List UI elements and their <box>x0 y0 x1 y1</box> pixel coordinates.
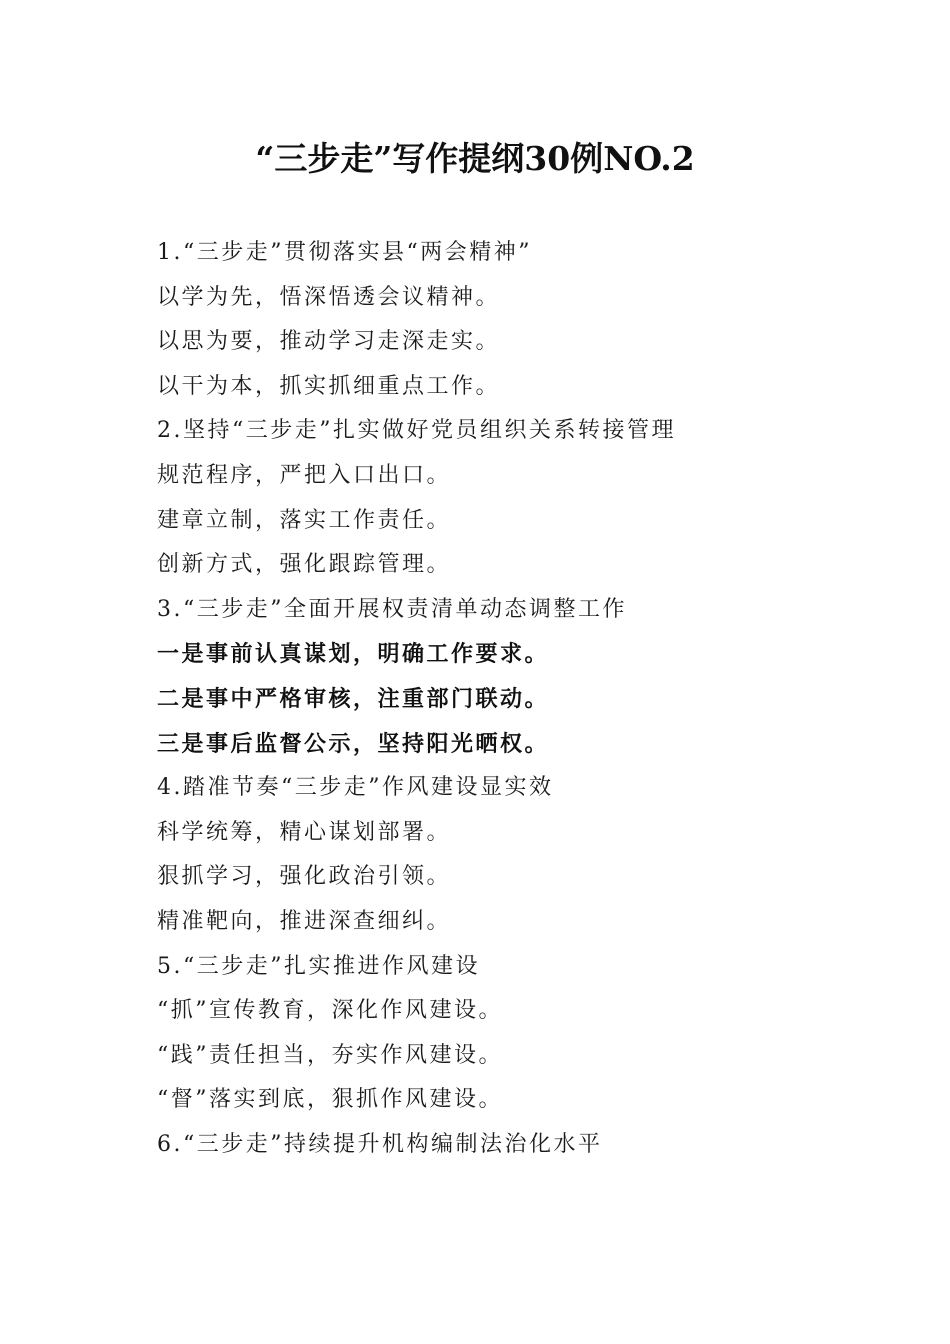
line-item-3-heading: 3.“三步走”全面开展权责清单动态调整工作 <box>157 596 627 622</box>
line-item-2-heading: 2.坚持“三步走”扎实做好党员组织关系转接管理 <box>157 418 676 444</box>
line-item-2-point-1: 规范程序，严把入口出口。 <box>157 462 452 488</box>
line-item-1-point-2: 以思为要，推动学习走深走实。 <box>157 329 501 355</box>
document-title: “三步走”写作提纲30例NO.2 <box>255 139 695 178</box>
line-item-3-point-2: 二是事中严格审核，注重部门联动。 <box>157 685 550 712</box>
line-item-4-point-3: 精准靶向，推进深查细纠。 <box>157 908 452 934</box>
line-item-5-heading: 5.“三步走”扎实推进作风建设 <box>157 953 480 979</box>
line-item-1-point-3: 以干为本，抓实抓细重点工作。 <box>157 373 501 399</box>
line-item-5-point-2: “践”责任担当，夯实作风建设。 <box>157 1042 503 1068</box>
line-item-3-point-3: 三是事后监督公示，坚持阳光晒权。 <box>157 730 550 757</box>
line-item-4-point-2: 狠抓学习，强化政治引领。 <box>157 864 452 890</box>
line-item-5-point-1: “抓”宣传教育，深化作风建设。 <box>157 998 503 1024</box>
line-item-3-point-1: 一是事前认真谋划，明确工作要求。 <box>157 641 550 668</box>
line-item-6-heading: 6.“三步走”持续提升机构编制法治化水平 <box>157 1131 603 1157</box>
line-item-1-heading: 1.“三步走”贯彻落实县“两会精神” <box>157 240 532 265</box>
line-item-5-point-3: “督”落实到底，狠抓作风建设。 <box>157 1087 503 1113</box>
document-body <box>157 231 857 1167</box>
line-item-4-point-1: 科学统筹，精心谋划部署。 <box>157 819 452 845</box>
line-item-1-point-1: 以学为先，悟深悟透会议精神。 <box>157 284 501 310</box>
line-item-2-point-3: 创新方式，强化跟踪管理。 <box>157 552 452 578</box>
line-item-2-point-2: 建章立制，落实工作责任。 <box>157 507 452 533</box>
line-item-4-heading: 4.踏准节奏“三步走”作风建设显实效 <box>157 775 554 801</box>
